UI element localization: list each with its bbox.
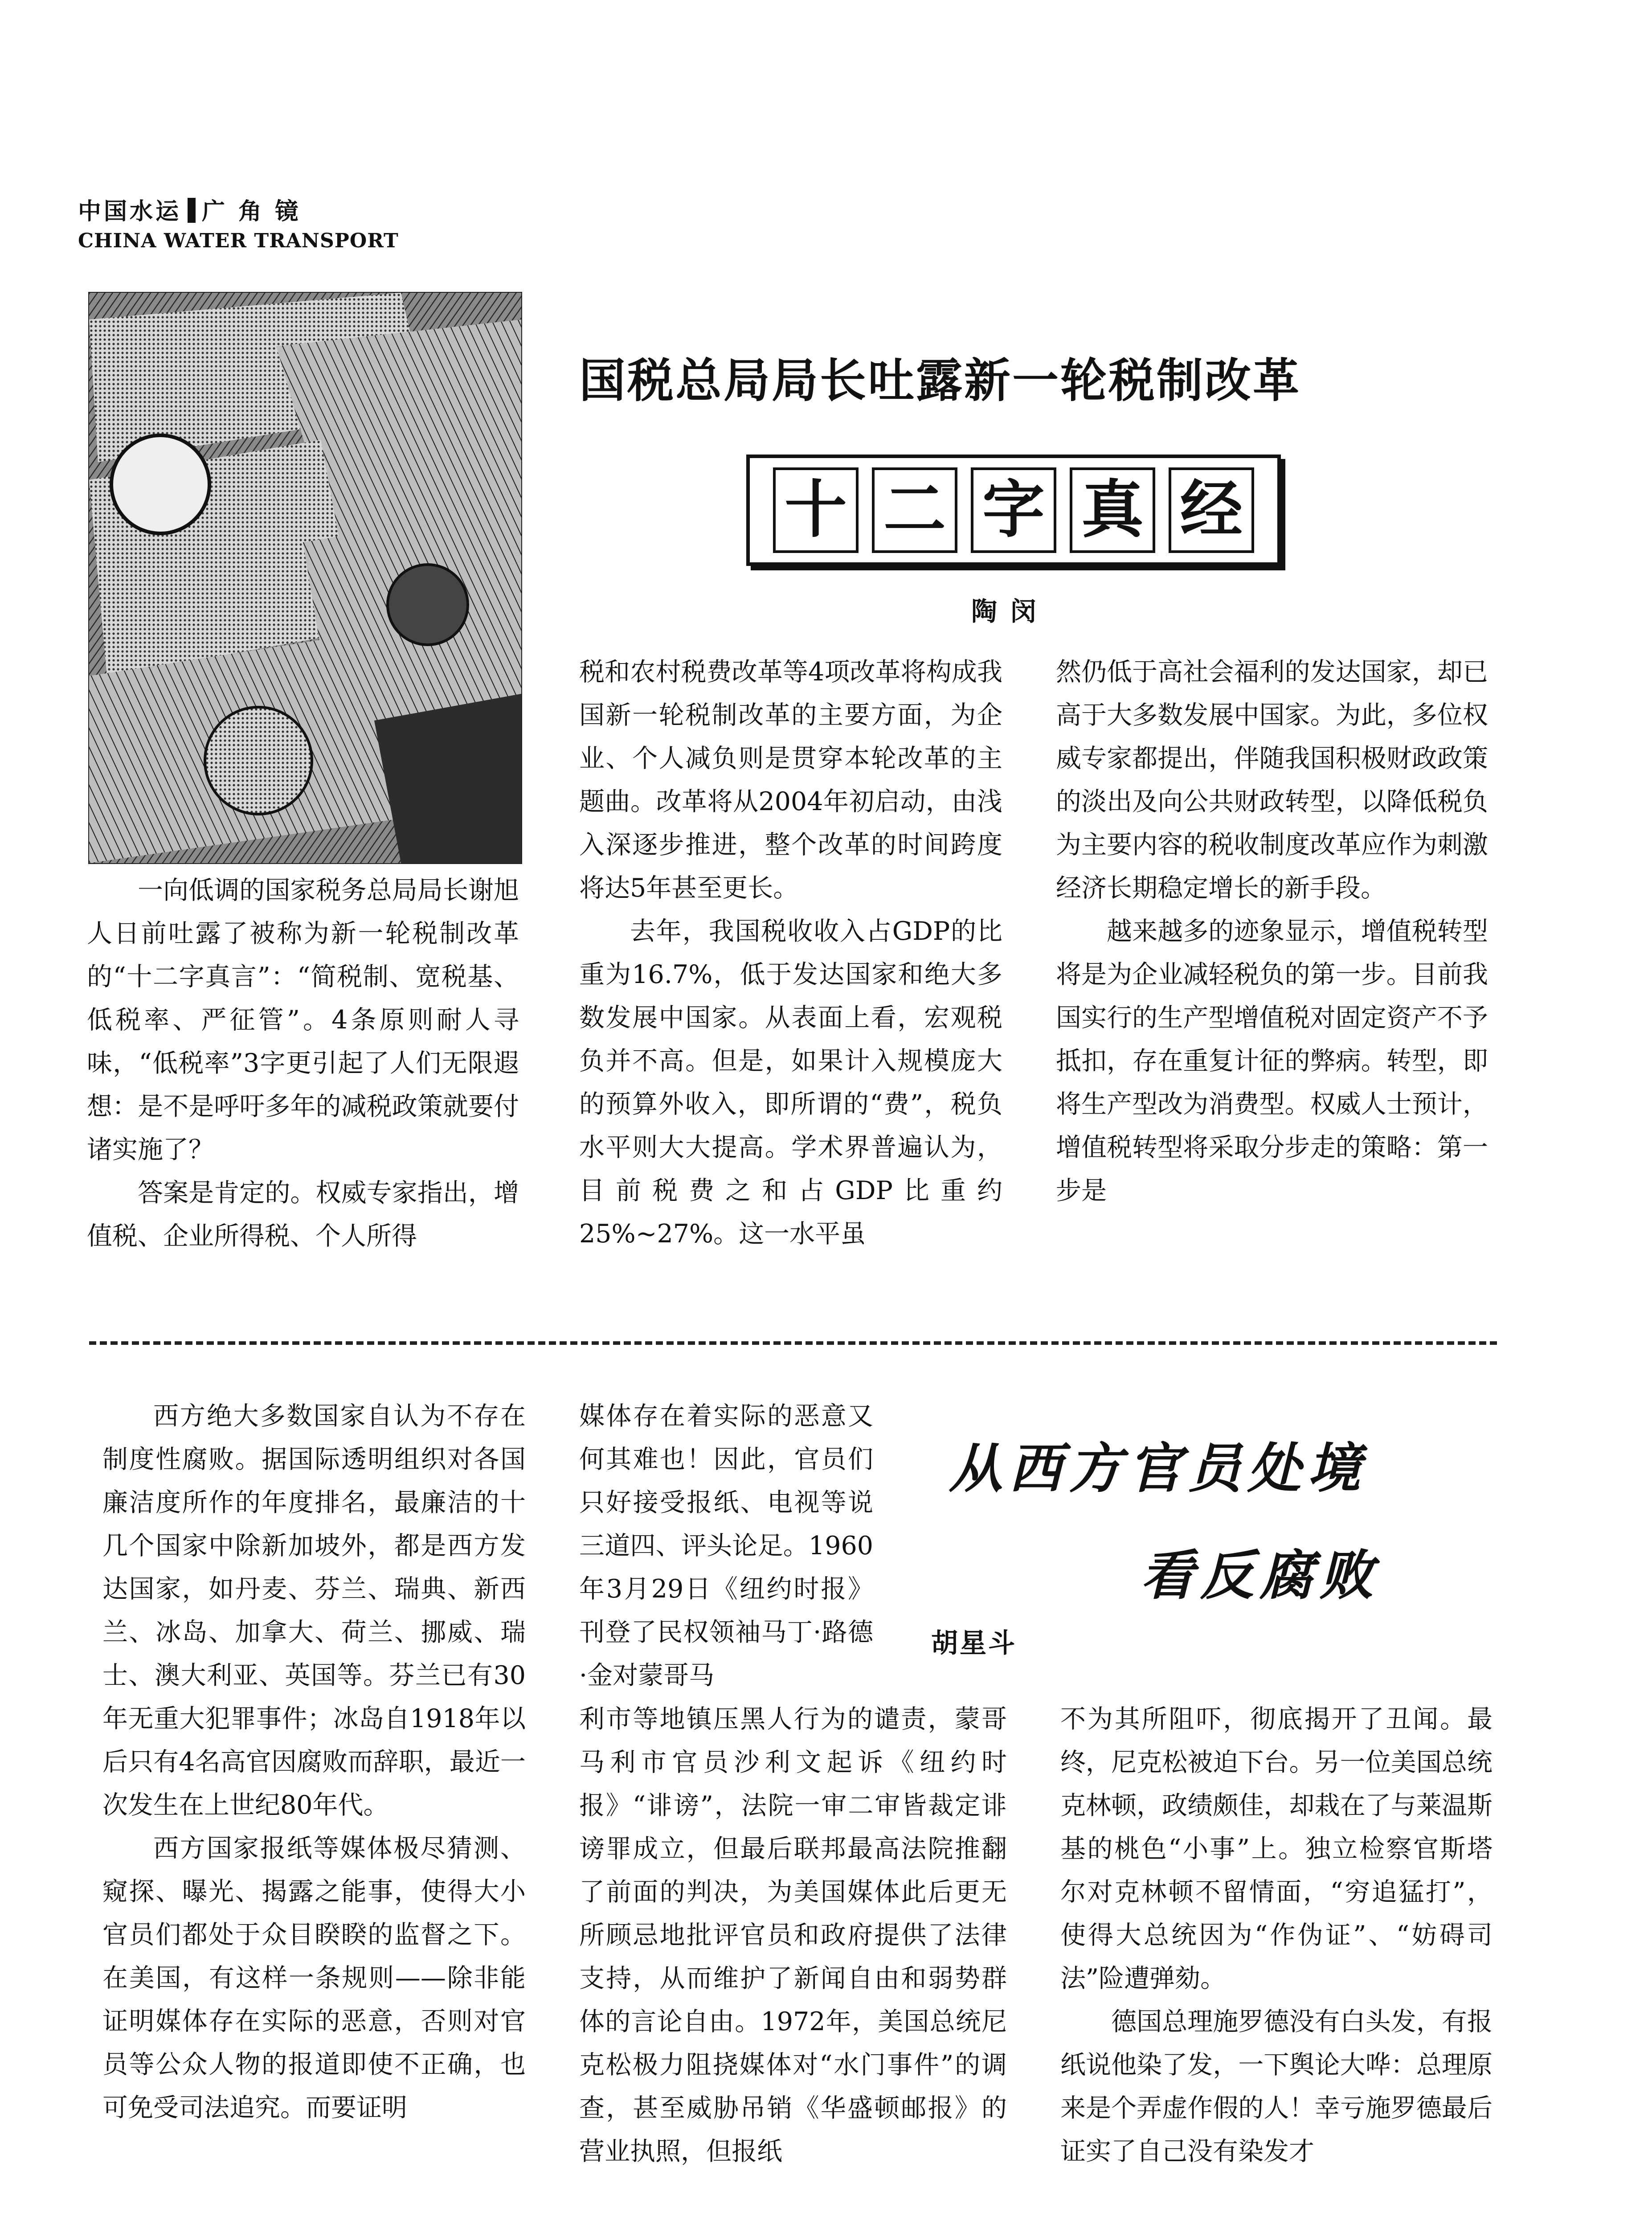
paragraph: 德国总理施罗德没有白头发，有报纸说他染了发，一下舆论大哗：总理原来是个弄虚作假的人！幸亏施罗德最后证实了自己没有染发才 <box>1060 2007 1493 2166</box>
paragraph: 然仍低于高社会福利的发达国家，却已高于大多数发展中国家。为此，多位权威专家都提出，伴随我国积极财政政策的淡出及向公共财政转型，以降低税负为主要内容的税收制度改革应作为刺激经济长期稳定增长的新手段。 <box>1056 657 1488 903</box>
paragraph: 答案是肯定的。权威专家指出，增值税、企业所得税、个人所得 <box>87 1178 519 1251</box>
paragraph: 去年，我国税收收入占GDP的比重为16.7%，低于发达国家和绝大多数发展中国家。从表面上看，宏观税负并不高。但是，如果计入规模庞大的预算外收入，即所谓的“费”，税负水平则大大提高。学术界普遍认为，目前税费之和占GDP比重约25%~27%。这一水平虽 <box>579 917 1002 1249</box>
title-char-box: 字 <box>971 467 1056 553</box>
banknotes-collage-photo <box>88 292 522 864</box>
article2-column-3 <box>1060 1698 1493 2173</box>
article-divider <box>89 1341 1497 1345</box>
article1-column-1 <box>87 869 519 1258</box>
journal-name-en: CHINA WATER TRANSPORT <box>78 229 399 252</box>
section-name: 广 角 镜 <box>202 198 301 225</box>
article1-column-3 <box>1056 651 1488 1212</box>
article2-title-line1: 从西方官员处境 <box>949 1437 1367 1500</box>
paragraph: 西方绝大多数国家自认为不存在制度性腐败。据国际透明组织对各国廉洁度所作的年度排名，最廉洁的十几个国家中除新加坡外，都是西方发达国家，如丹麦、芬兰、瑞典、新西兰、冰岛、加拿大、荷兰、挪威、瑞士、澳大利亚、英国等。芬兰已有30年无重大犯罪事件；冰岛自1918年以后只有4名高官因腐败而辞职，最近一次发生在上世纪80年代。 <box>102 1401 526 1820</box>
article2-author: 胡星斗 <box>931 1628 1017 1659</box>
article2-column-1 <box>102 1395 526 2130</box>
paragraph: 一向低调的国家税务总局局长谢旭人日前吐露了被称为新一轮税制改革的“十二字真言”：“简税制、宽税基、低税率、严征管”。4条原则耐人寻味，“低税率”3字更引起了人们无限遐想：是不是呼吁多年的减税政策就要付诸实施了？ <box>87 876 519 1164</box>
title-char-box: 真 <box>1070 467 1155 553</box>
title-character-boxes <box>746 455 1281 566</box>
article2-title-line2: 看反腐败 <box>1141 1544 1379 1607</box>
paragraph: 媒体存在着实际的恶意又何其难也！因此，官员们只好接受报纸、电视等说三道四、评头论足。1960年3月29日《纽约时报》刊登了民权领袖马丁·路德·金对蒙哥马 <box>579 1401 873 1690</box>
header-bar <box>188 198 196 223</box>
article2-column-2-top <box>579 1395 873 1697</box>
paragraph: 税和农村税费改革等4项改革将构成我国新一轮税制改革的主要方面，为企业、个人减负则是贯穿本轮改革的主题曲。改革将从2004年初启动，由浅入深逐步推进，整个改革的时间跨度将达5年甚至更长。 <box>579 657 1002 903</box>
journal-name-cn: 中国水运 <box>78 198 182 225</box>
running-header <box>78 192 301 226</box>
title-char-box: 十 <box>773 467 859 553</box>
article-author: 陶闵 <box>971 596 1050 627</box>
paragraph: 西方国家报纸等媒体极尽猜测、窥探、曝光、揭露之能事，使得大小官员们都处于众目睽睽的监督之下。在美国，有这样一条规则——除非能证明媒体存在实际的恶意，否则对官员等公众人物的报道即使不正确，也可免受司法追究。而要证明 <box>102 1834 526 2122</box>
article-title: 国税总局局长吐露新一轮税制改革 <box>579 353 1301 408</box>
article1-column-2 <box>579 651 1002 1256</box>
title-char-box: 二 <box>872 467 957 553</box>
article2-column-2-bottom <box>579 1698 1007 2173</box>
paragraph: 不为其所阻吓，彻底揭开了丑闻。最终，尼克松被迫下台。另一位美国总统克林顿，政绩颇佳，却栽在了与莱温斯基的桃色“小事”上。独立检察官斯塔尔对克林顿不留情面，“穷追猛打”，使得大总统因为“作伪证”、“妨碍司法”险遭弹劾。 <box>1060 1704 1493 1993</box>
paragraph: 越来越多的迹象显示，增值税转型将是为企业减轻税负的第一步。目前我国实行的生产型增值税对固定资产不予抵扣，存在重复计征的弊病。转型，即将生产型改为消费型。权威人士预计，增值税转型将采取分步走的策略：第一步是 <box>1056 917 1488 1205</box>
banknotes-collage-image <box>89 293 521 863</box>
paragraph: 利市等地镇压黑人行为的谴责，蒙哥马利市官员沙利文起诉《纽约时报》“诽谤”，法院一审二审皆裁定诽谤罪成立，但最后联邦最高法院推翻了前面的判决，为美国媒体此后更无所顾忌地批评官员和政府提供了法律支持，从而维护了新闻自由和弱势群体的言论自由。1972年，美国总统尼克松极力阻挠媒体对“水门事件”的调查，甚至威胁吊销《华盛顿邮报》的营业执照，但报纸 <box>579 1704 1007 2166</box>
title-char-box: 经 <box>1169 467 1254 553</box>
